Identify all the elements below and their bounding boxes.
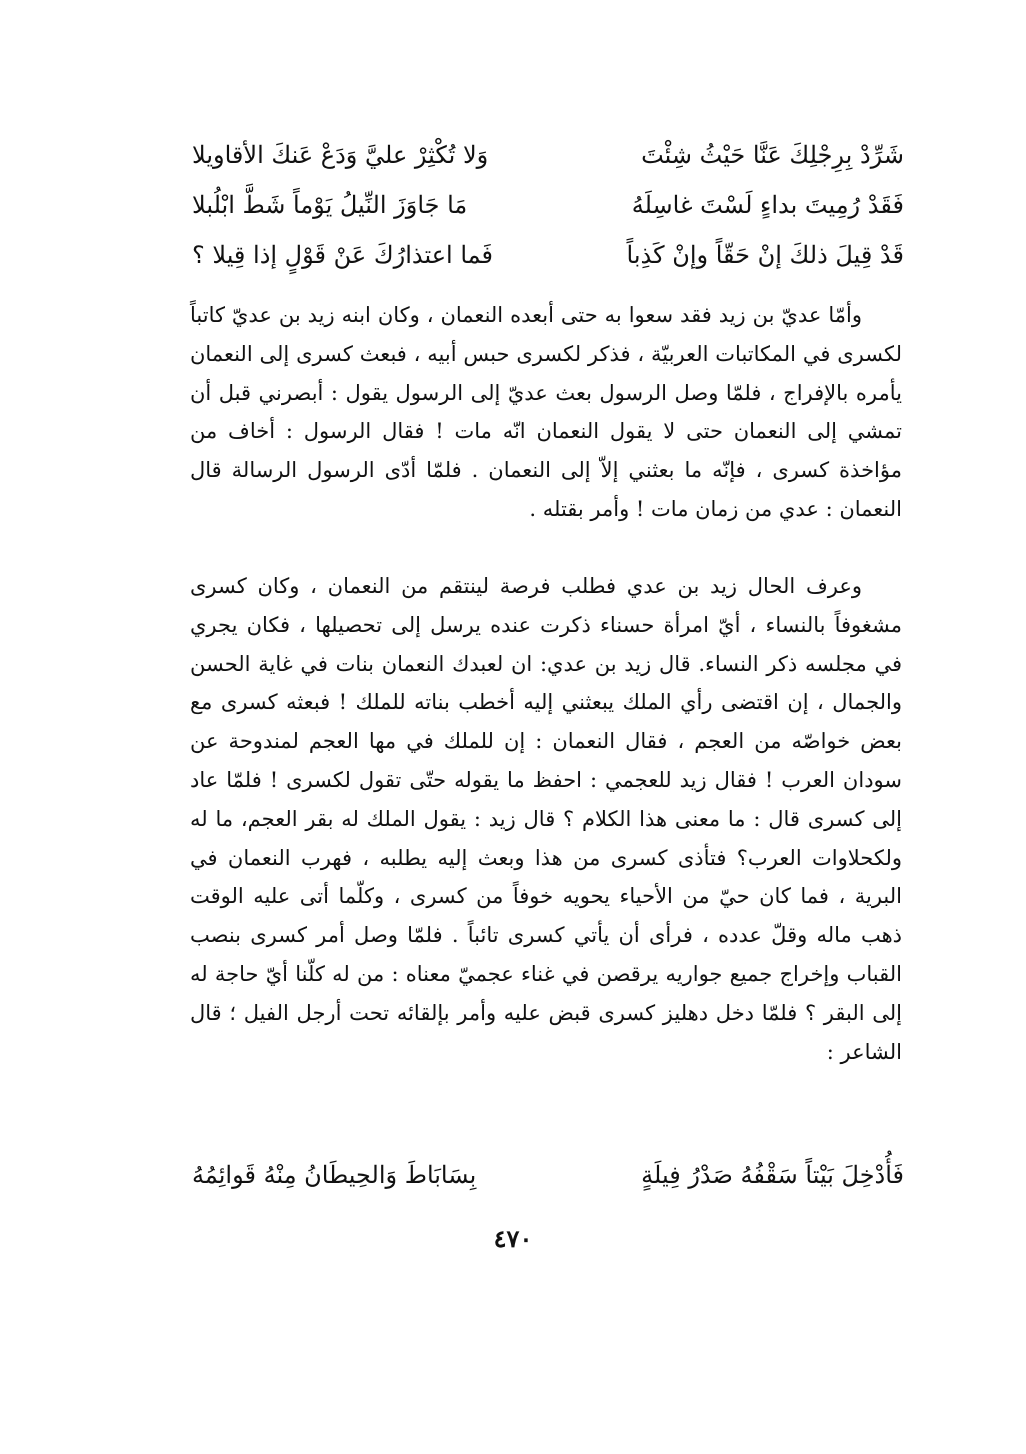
verse-line — [192, 180, 904, 230]
verse-first-hemistich: فَأُدْخِلَ بَيْتاً سَقْفُهُ صَدْرُ فِيلَةٍ — [641, 1161, 904, 1189]
verse-line — [192, 230, 904, 280]
paragraph-text: وأمّا عديّ بن زيد فقد سعوا به حتى أبعده النعمان ، وكان ابنه زيد بن عديّ كاتباً لكسرى في المكاتبات العربيّة ، فذكر لكسرى حبس أبيه ، فبعث كسرى إلى النعمان يأمره بالإفراج ، فلمّا وصل الرسول بعث عديّ إلى الرسول يقول : أبصرني قبل أن تمشي إلى النعمان حتى لا يقول النعمان انّه مات ! فقال الرسول : أخاف من مؤاخذة كسرى ، فإنّه ما بعثني إلاّ إلى النعمان . فلمّا أدّى الرسول الرسالة قال النعمان : عدي من زمان مات ! وأمر بقتله . — [190, 303, 902, 521]
verse-first-hemistich: قَدْ قِيلَ ذلكَ إنْ حَقّاً وإنْ كَذِباً — [626, 241, 904, 269]
page-number: ٤٧٠ — [493, 1224, 533, 1253]
closing-verse — [192, 1150, 904, 1200]
verse-block — [192, 130, 904, 280]
verse-second-hemistich: فَما اعتذارُكَ عَنْ قَوْلٍ إذا قِيلا ؟ — [192, 241, 493, 269]
verse-second-hemistich: مَا جَاوَزَ النِّيلُ يَوْماً شَطَّ ابْلُبلا — [192, 191, 468, 219]
verse-first-hemistich: فَقَدْ رُمِيتَ بداءٍ لَسْتَ غاسِلَهُ — [631, 191, 904, 219]
verse-second-hemistich: بِسَابَاطَ وَالحِيطَانُ مِنْهُ قَوائِمُهُ — [192, 1161, 477, 1189]
paragraph-text: وعرف الحال زيد بن عدي فطلب فرصة لينتقم من النعمان ، وكان كسرى مشغوفاً بالنساء ، أيّ امرأة حسناء ذكرت عنده يرسل إلى تحصيلها ، فكان يجري في مجلسه ذكر النساء. قال زيد بن عدي: ان لعبدك النعمان بنات في غاية الحسن والجمال ، إن اقتضى رأي الملك يبعثني إليه أخطب بناته للملك ! فبعثه كسرى مع بعض خواصّه من العجم ، فقال النعمان : إن للملك في مها العجم لمندوحة عن سودان العرب ! فقال زيد للعجمي : احفظ ما يقوله حتّى تقول لكسرى ! فلمّا عاد إلى كسرى قال : ما معنى هذا الكلام ؟ قال زيد : يقول الملك له بقر العجم، ما له ولكحلاوات العرب؟ فتأذى كسرى من هذا وبعث إليه يطلبه ، فهرب النعمان في البرية ، فما كان حيّ من الأحياء يحويه خوفاً من كسرى ، وكلّما أتى عليه الوقت ذهب ماله وقلّ عدده ، فرأى أن يأتي كسرى تائباً . فلمّا وصل أمر كسرى بنصب القباب وإخراج جميع جواريه يرقصن في غناء عجميّ معناه : من له كلّنا أيّ حاجة له إلى البقر ؟ فلمّا دخل دهليز كسرى قبض عليه وأمر بإلقائه تحت أرجل الفيل ؛ قال الشاعر : — [190, 574, 902, 1064]
verse-line — [192, 130, 904, 180]
verse-first-hemistich: شَرِّدْ بِرِجْلِكَ عَنَّا حَيْثُ شِئْتَ — [641, 141, 904, 169]
paragraph-zayd-revenge — [190, 567, 902, 1071]
paragraph-adi-ibn-zayd — [190, 296, 902, 529]
verse-second-hemistich: وَلا تُكْثِرْ عليَّ وَدَعْ عَنكَ الأقاويلا — [192, 141, 489, 169]
